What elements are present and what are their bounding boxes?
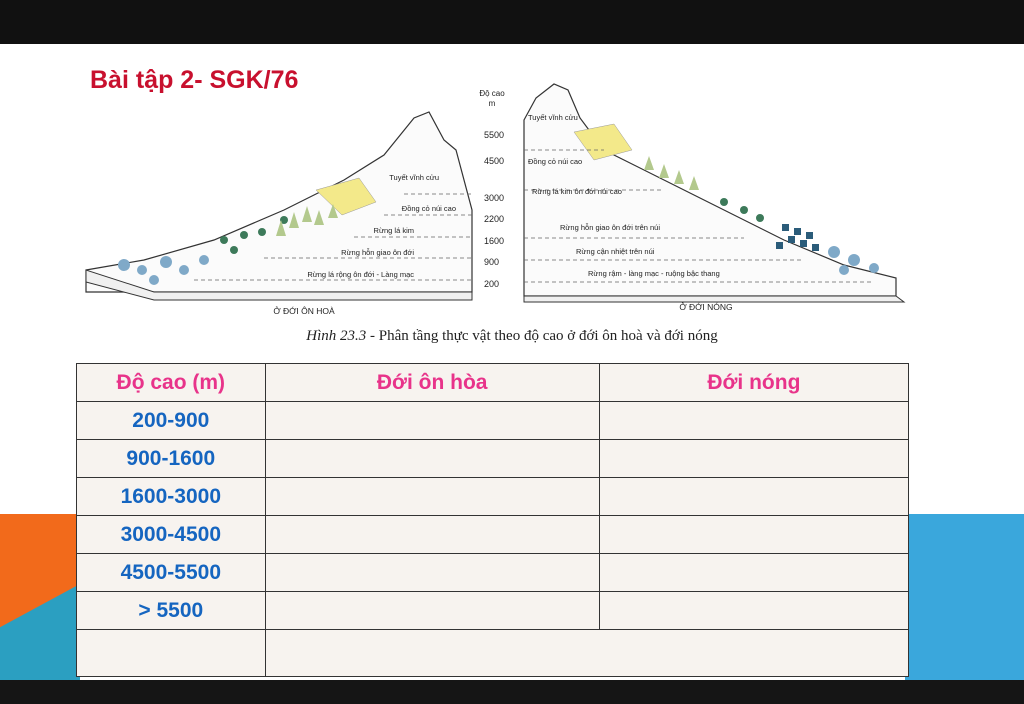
- zone-label: Rừng hỗn giao ôn đới trên núi: [560, 223, 661, 232]
- temperate-cell[interactable]: [265, 592, 599, 630]
- elevation-axis: [479, 89, 505, 289]
- elevation-label: 2200: [484, 214, 505, 224]
- header-temperate: Đới ôn hòa: [265, 364, 599, 402]
- zone-label: Rừng lá kim ôn đới núi cao: [532, 187, 622, 196]
- tropical-cell[interactable]: [599, 592, 908, 630]
- figure-caption-text: - Phân tầng thực vật theo độ cao ở đới ôn hoà và đới nóng: [366, 328, 718, 344]
- axis-unit: m: [488, 99, 496, 108]
- table-header-row: [77, 364, 909, 402]
- temperate-cell[interactable]: [265, 440, 599, 478]
- temperate-cell[interactable]: [265, 554, 599, 592]
- header-tropical: Đới nóng: [599, 364, 908, 402]
- table-row: [77, 630, 909, 677]
- zone-label: Đồng cỏ núi cao: [401, 204, 456, 213]
- zone-label: Tuyết vĩnh cửu: [389, 173, 439, 182]
- table-row: [77, 554, 909, 592]
- answer-table: [76, 363, 909, 677]
- table-row: [77, 440, 909, 478]
- figure-number: Hình 23.3: [306, 328, 367, 344]
- table-row: [77, 478, 909, 516]
- merged-empty-cell[interactable]: [265, 630, 908, 677]
- table-row: [77, 592, 909, 630]
- tropical-cell[interactable]: [599, 554, 908, 592]
- bottom-letterbox-bar: [0, 680, 1024, 704]
- table-row: [77, 402, 909, 440]
- vegetation-zonation-figure: [84, 60, 924, 336]
- header-elevation: Độ cao (m): [77, 364, 266, 402]
- elevation-cell: > 5500: [77, 592, 266, 630]
- top-letterbox-bar: [0, 0, 1024, 44]
- elevation-cell: 200-900: [77, 402, 266, 440]
- elevation-cell: 3000-4500: [77, 516, 266, 554]
- zone-label: Rừng lá kim: [373, 226, 414, 235]
- table-row: [77, 516, 909, 554]
- temperate-cell[interactable]: [265, 402, 599, 440]
- slide: [0, 44, 1024, 680]
- zone-label: Rừng hỗn giao ôn đới: [341, 248, 414, 257]
- elevation-cell: 4500-5500: [77, 554, 266, 592]
- tropical-cell[interactable]: [599, 478, 908, 516]
- elevation-label: 3000: [484, 193, 505, 203]
- elevation-label: 5500: [484, 130, 505, 140]
- blue-decoration: [905, 514, 1024, 680]
- zone-label: Rừng cận nhiệt trên núi: [576, 247, 655, 256]
- elevation-label: 200: [484, 279, 500, 289]
- elevation-label: 4500: [484, 156, 505, 166]
- zone-label: Đồng cỏ núi cao: [528, 157, 583, 166]
- tropical-cell[interactable]: [599, 516, 908, 554]
- zone-label: Tuyết vĩnh cửu: [528, 113, 578, 122]
- elevation-label: 1600: [484, 236, 505, 246]
- axis-title: Độ cao: [479, 89, 505, 98]
- temperate-cell[interactable]: [265, 516, 599, 554]
- elevation-cell: 1600-3000: [77, 478, 266, 516]
- zone-label: Rừng rậm - làng mạc - ruộng bậc thang: [588, 269, 720, 278]
- figure-caption: [0, 328, 1024, 345]
- elevation-cell: [77, 630, 266, 677]
- temperate-zone-caption: Ở ĐỚI ÔN HOÀ: [273, 306, 335, 316]
- temperate-cell[interactable]: [265, 478, 599, 516]
- elevation-cell: 900-1600: [77, 440, 266, 478]
- slide-title: Bài tập 2- SGK/76: [90, 66, 299, 94]
- tropical-cell[interactable]: [599, 402, 908, 440]
- tropical-cell[interactable]: [599, 440, 908, 478]
- tropical-zone-caption: Ở ĐỚI NÓNG: [679, 302, 733, 312]
- zone-label: Rừng lá rộng ôn đới - Làng mạc: [307, 270, 414, 279]
- elevation-label: 900: [484, 257, 500, 267]
